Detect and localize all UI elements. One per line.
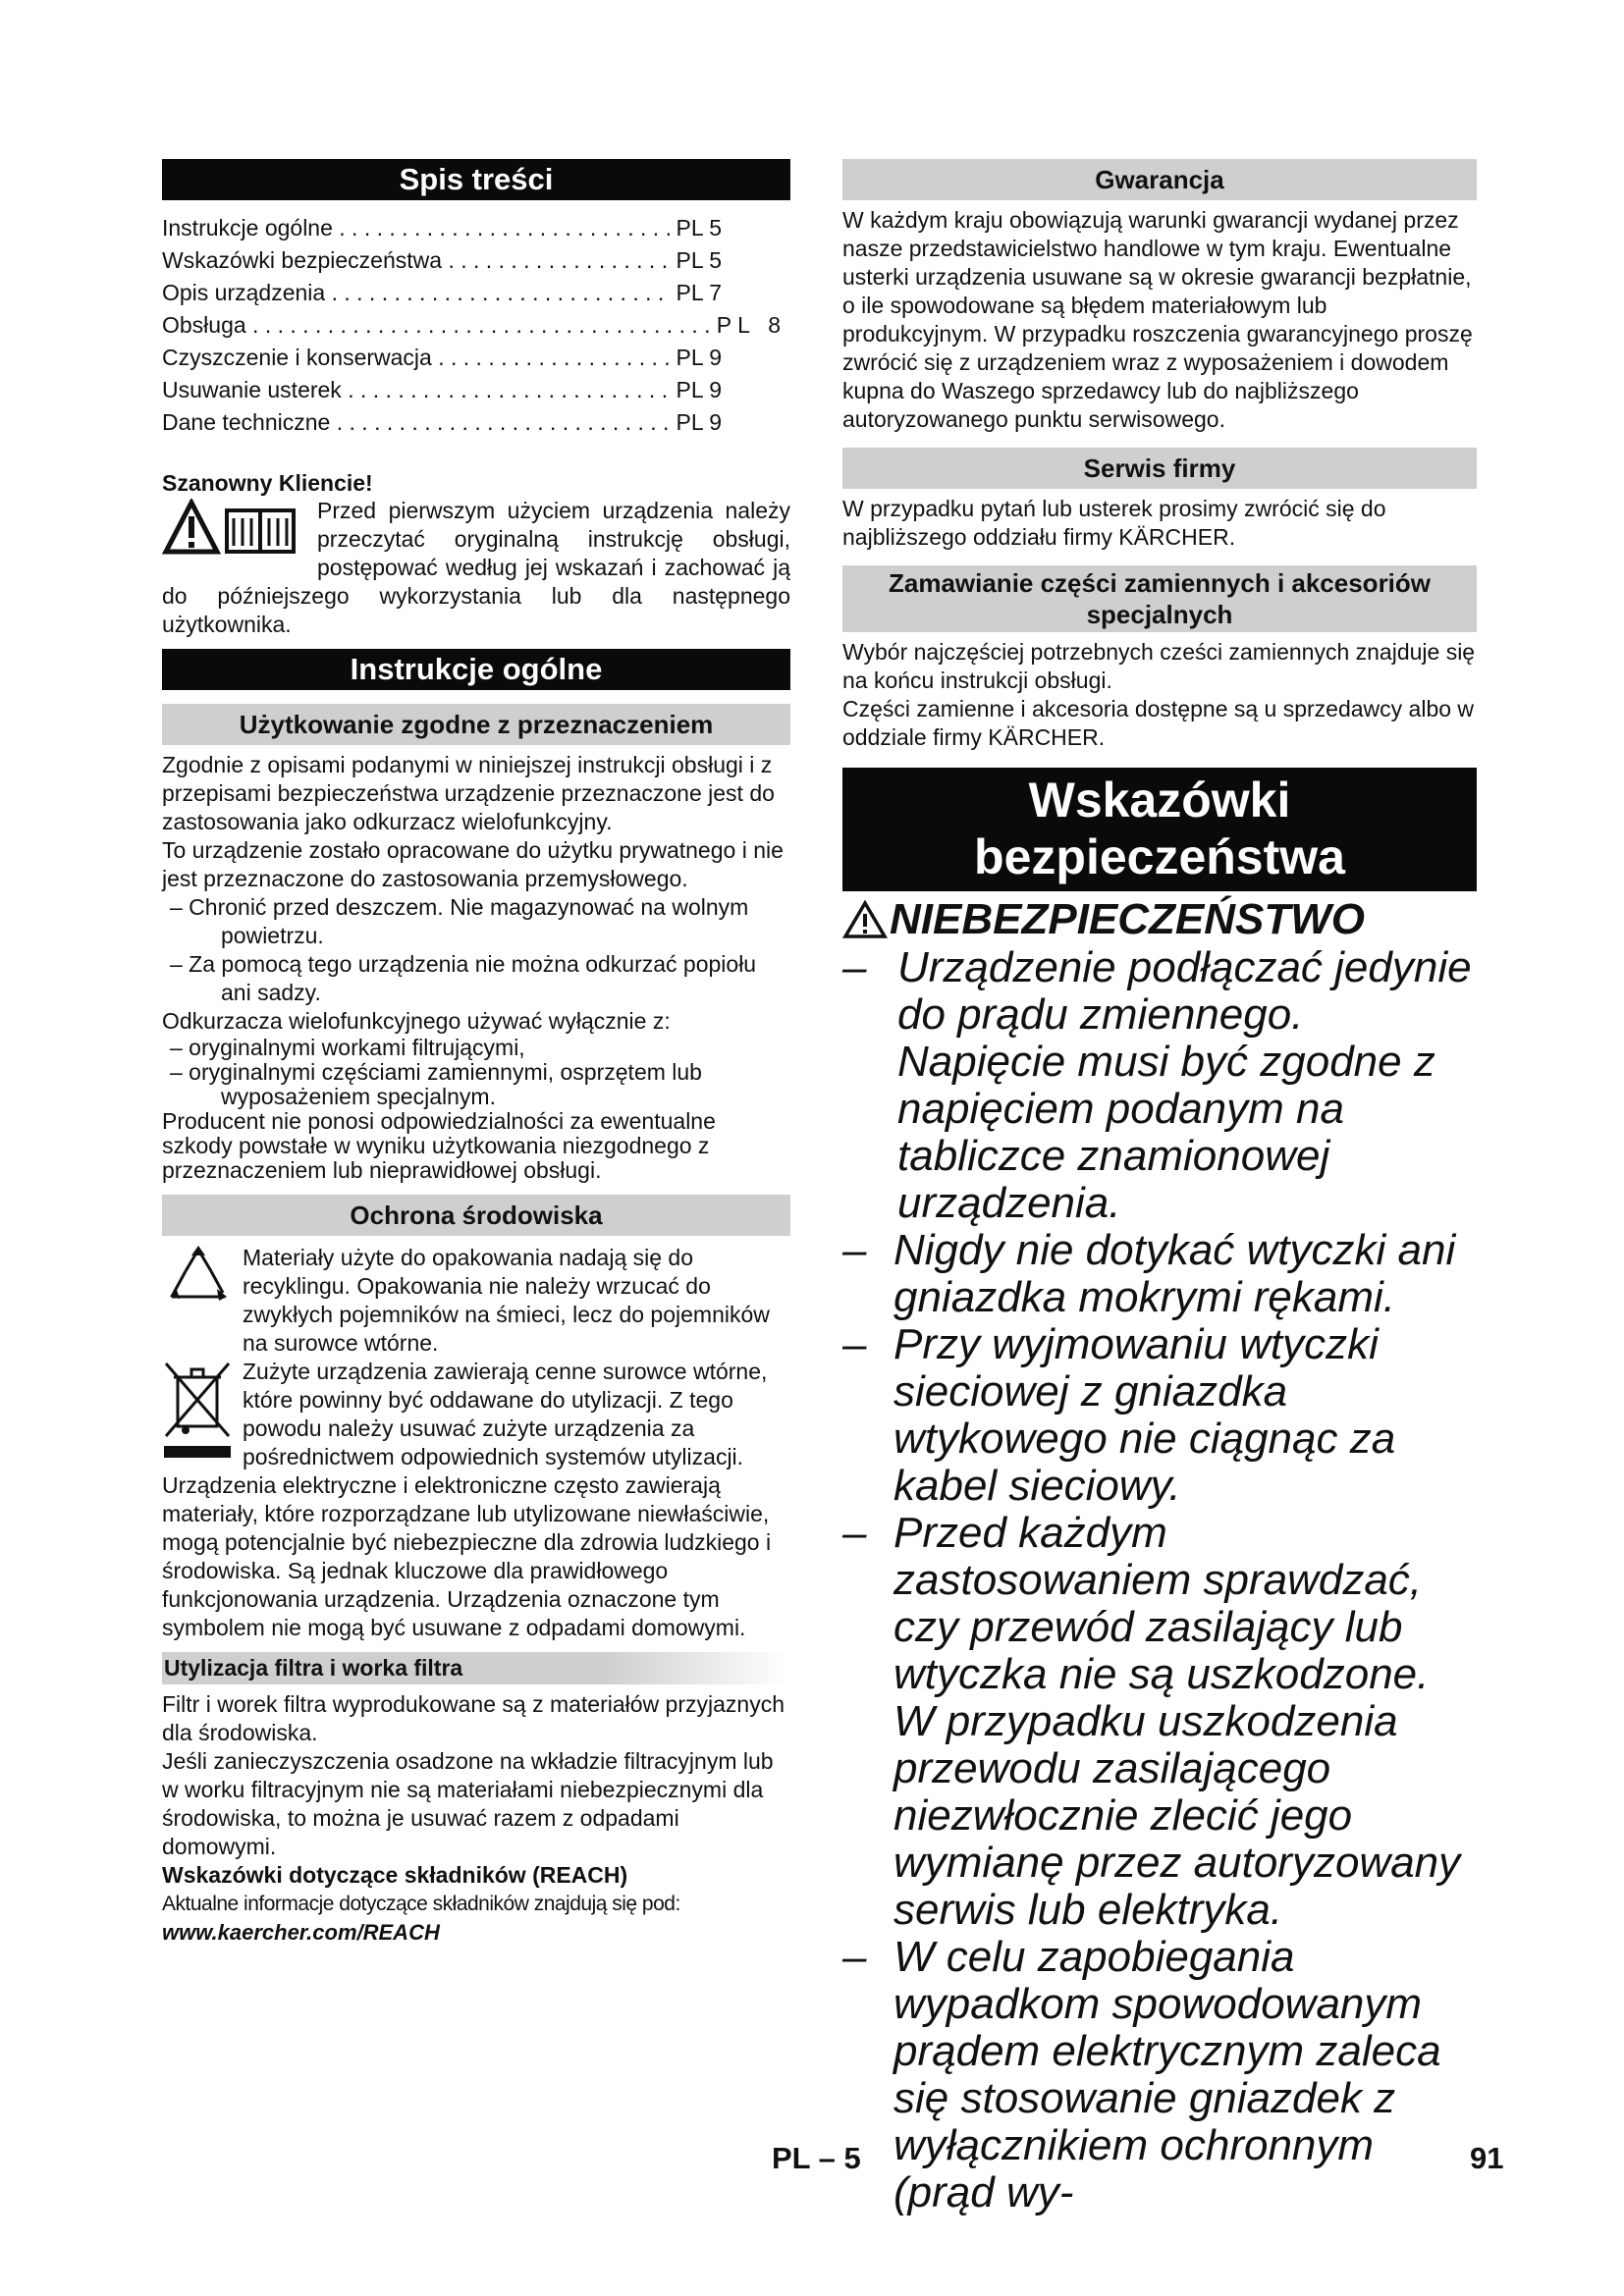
weee-row xyxy=(162,1358,790,1471)
toc-item[interactable]: Obsługa . . . P L 8 xyxy=(162,309,781,342)
paragraph: Producent nie ponosi odpowiedzialności za ewentualne szkody powstałe w wyniku użytkowania niezgodnego z przeznaczeniem lub nieprawidłowej obsługi. xyxy=(162,1108,716,1183)
toc-item[interactable]: Wskazówki bezpieczeństwa . . . PL 5 xyxy=(162,244,722,277)
paragraph: Filtr i worek filtra wyprodukowane są z materiałów przyjaznych dla środowiska. xyxy=(162,1691,785,1745)
reach-text: Aktualne informacje dotyczące składników znajdują się pod: xyxy=(162,1893,680,1915)
general-title: Instrukcje ogólne xyxy=(162,649,790,690)
toc-item[interactable]: Czyszczenie i konserwacja . . . PL 9 xyxy=(162,342,722,374)
danger-item: – Przed każdym zastosowaniem sprawdzać, czy przewód zasilający lub wtyczka nie są uszkodzone. W przypadku uszkodzenia przewodu zasilającego niezwłocznie zlecić jego wymianę przez autoryzowany serwis lub elektryka. xyxy=(842,1509,1461,1934)
warning-book-icon xyxy=(162,499,309,558)
danger-label: NIEBEZPIECZEŃSTWO xyxy=(890,895,1366,943)
crossed-bin-icon xyxy=(162,1358,243,1465)
list-item: – Za pomocą tego urządzenia nie można odkurzać popiołu ani sadzy. xyxy=(170,951,757,1005)
parts-paragraph-2: Części zamienne i akcesoria dostępne są u sprzedawcy albo w oddziale firmy KÄRCHER. xyxy=(842,696,1475,750)
footer-section-label: PL – 5 xyxy=(772,2141,861,2175)
weee-text: Zużyte urządzenia zawierają cenne surowce wtórne, które powinny być oddawane do utylizacji. Z tego powodu należy usuwać zużyte urządzenia za pośrednictwem odpowiednich systemów utylizacji. xyxy=(243,1359,768,1469)
parts-title: Zamawianie części zamiennych i akcesoriów specjalnych xyxy=(842,565,1477,632)
service-title: Serwis firmy xyxy=(842,448,1477,489)
danger-item: – Nigdy nie dotykać wtyczki ani gniazdka mokrymi rękami. xyxy=(842,1226,1456,1321)
paragraph: Odkurzacza wielofunkcyjnego używać wyłącznie z: xyxy=(162,1008,671,1034)
list-item: – Chronić przed deszczem. Nie magazynować na wolnym powietrzu. xyxy=(170,894,749,948)
greeting-text: Przed pierwszym użyciem urządzenia należy przeczytać oryginalną instrukcję obsługi, postępować według jej wskazań i zachować ją do późniejszego wykorzystania lub dla następnego użytkownika. xyxy=(162,498,790,637)
greeting-block xyxy=(162,497,790,639)
list-item: – oryginalnymi workami filtrującymi, xyxy=(170,1035,525,1060)
safety-title: Wskazówki bezpieczeństwa xyxy=(842,768,1477,891)
recycle-row xyxy=(162,1244,790,1358)
warning-triangle-icon xyxy=(842,900,888,939)
left-column xyxy=(162,159,790,1947)
environment-title: Ochrona środowiska xyxy=(162,1195,790,1236)
reach-link[interactable]: www.kaercher.com/REACH xyxy=(162,1920,440,1945)
intended-use-body xyxy=(162,751,790,1183)
filter-title: Utylizacja filtra i worka filtra xyxy=(162,1652,790,1684)
toc-item[interactable]: Usuwanie usterek . . . PL 9 xyxy=(162,374,722,406)
right-column xyxy=(842,159,1477,2216)
paragraph: Jeśli zanieczyszczenia osadzone na wkładzie filtracyjnym lub w worku filtracyjnym nie są materiałami niebezpiecznymi dla środowiska, to można je usuwać razem z odpadami domowymi. xyxy=(162,1748,774,1859)
toc-item[interactable]: Instrukcje ogólne . . . PL 5 xyxy=(162,212,722,244)
warranty-title: Gwarancja xyxy=(842,159,1477,200)
toc-list xyxy=(162,212,790,439)
greeting-title: Szanowny Kliencie! xyxy=(162,470,373,496)
danger-heading xyxy=(842,895,1477,944)
filter-body xyxy=(162,1690,790,1861)
danger-item: – Urządzenie podłączać jedynie do prądu zmiennego. Napięcie musi być zgodne z napięciem podanym na tabliczce znamionowej urządzenia. xyxy=(842,943,1472,1227)
danger-item: – W celu zapobiegania wypadkom spowodowanym prądem elektrycznym zaleca się stosowanie gniazdek z wyłącznikiem ochronnym (prąd wy- xyxy=(842,1933,1441,2216)
list-item: – oryginalnymi częściami zamiennymi, osprzętem lub wyposażeniem specjalnym. xyxy=(170,1059,702,1109)
toc-title: Spis treści xyxy=(162,159,790,200)
paragraph: Zgodnie z opisami podanymi w niniejszej instrukcji obsługi i z przepisami bezpieczeństwa urządzenie przeznaczone jest do zastosowania jako odkurzacz wielofunkcyjny. xyxy=(162,752,775,834)
paragraph: To urządzenie zostało opracowane do użytku prywatnego i nie jest przeznaczone do zastosowania przemysłowego. xyxy=(162,837,784,891)
warranty-text: W każdym kraju obowiązują warunki gwarancji wydanej przez nasze przedstawicielstwo handlowe w tym kraju. Ewentualne usterki urządzenia usuwane są w okresie gwarancji bezpłatnie, o ile spowodowane są błędem materiałowym lub produkcyjnym. W przypadku roszczenia gwarancyjnego proszę zwrócić się z urządzeniem wraz z wyposażeniem i dowodem kupna do Waszego sprzedawcy lub do najbliższego autoryzowanego punktu serwisowego. xyxy=(842,207,1473,432)
reach-title: Wskazówki dotyczące składników (REACH) xyxy=(162,1862,628,1888)
parts-paragraph-1: Wybór najczęściej potrzebnych cześci zamiennych znajduje się na końcu instrukcji obsługi. xyxy=(842,639,1476,693)
toc-item[interactable]: Dane techniczne . . . PL 9 xyxy=(162,406,722,439)
recycle-icon xyxy=(162,1244,243,1311)
service-text: W przypadku pytań lub usterek prosimy zwrócić się do najbliższego oddziału firmy KÄRCHER. xyxy=(842,496,1386,550)
intended-use-title: Użytkowanie zgodne z przeznaczeniem xyxy=(162,704,790,745)
danger-list xyxy=(842,944,1477,2216)
environment-paragraph: Urządzenia elektryczne i elektroniczne często zawierają materiały, które rozporządzane lub utylizowane niewłaściwie, mogą potencjalnie być niebezpieczne dla zdrowia ludzkiego i środowiska. Są jednak kluczowe dla prawidłowego funkcjonowania urządzenia. Urządzenia oznaczone tym symbolem nie mogą być usuwane z odpadami domowymi. xyxy=(162,1472,772,1640)
footer-page-number: 91 xyxy=(1470,2141,1504,2175)
danger-item: – Przy wyjmowaniu wtyczki sieciowej z gniazdka wtykowego nie ciągnąc za kabel sieciowy. xyxy=(842,1320,1396,1510)
toc-item[interactable]: Opis urządzenia . . . PL 7 xyxy=(162,277,722,309)
recycle-text: Materiały użyte do opakowania nadają się do recyklingu. Opakowania nie należy wrzucać do zwykłych pojemników na śmieci, lecz do pojemników na surowce wtórne. xyxy=(243,1245,770,1356)
